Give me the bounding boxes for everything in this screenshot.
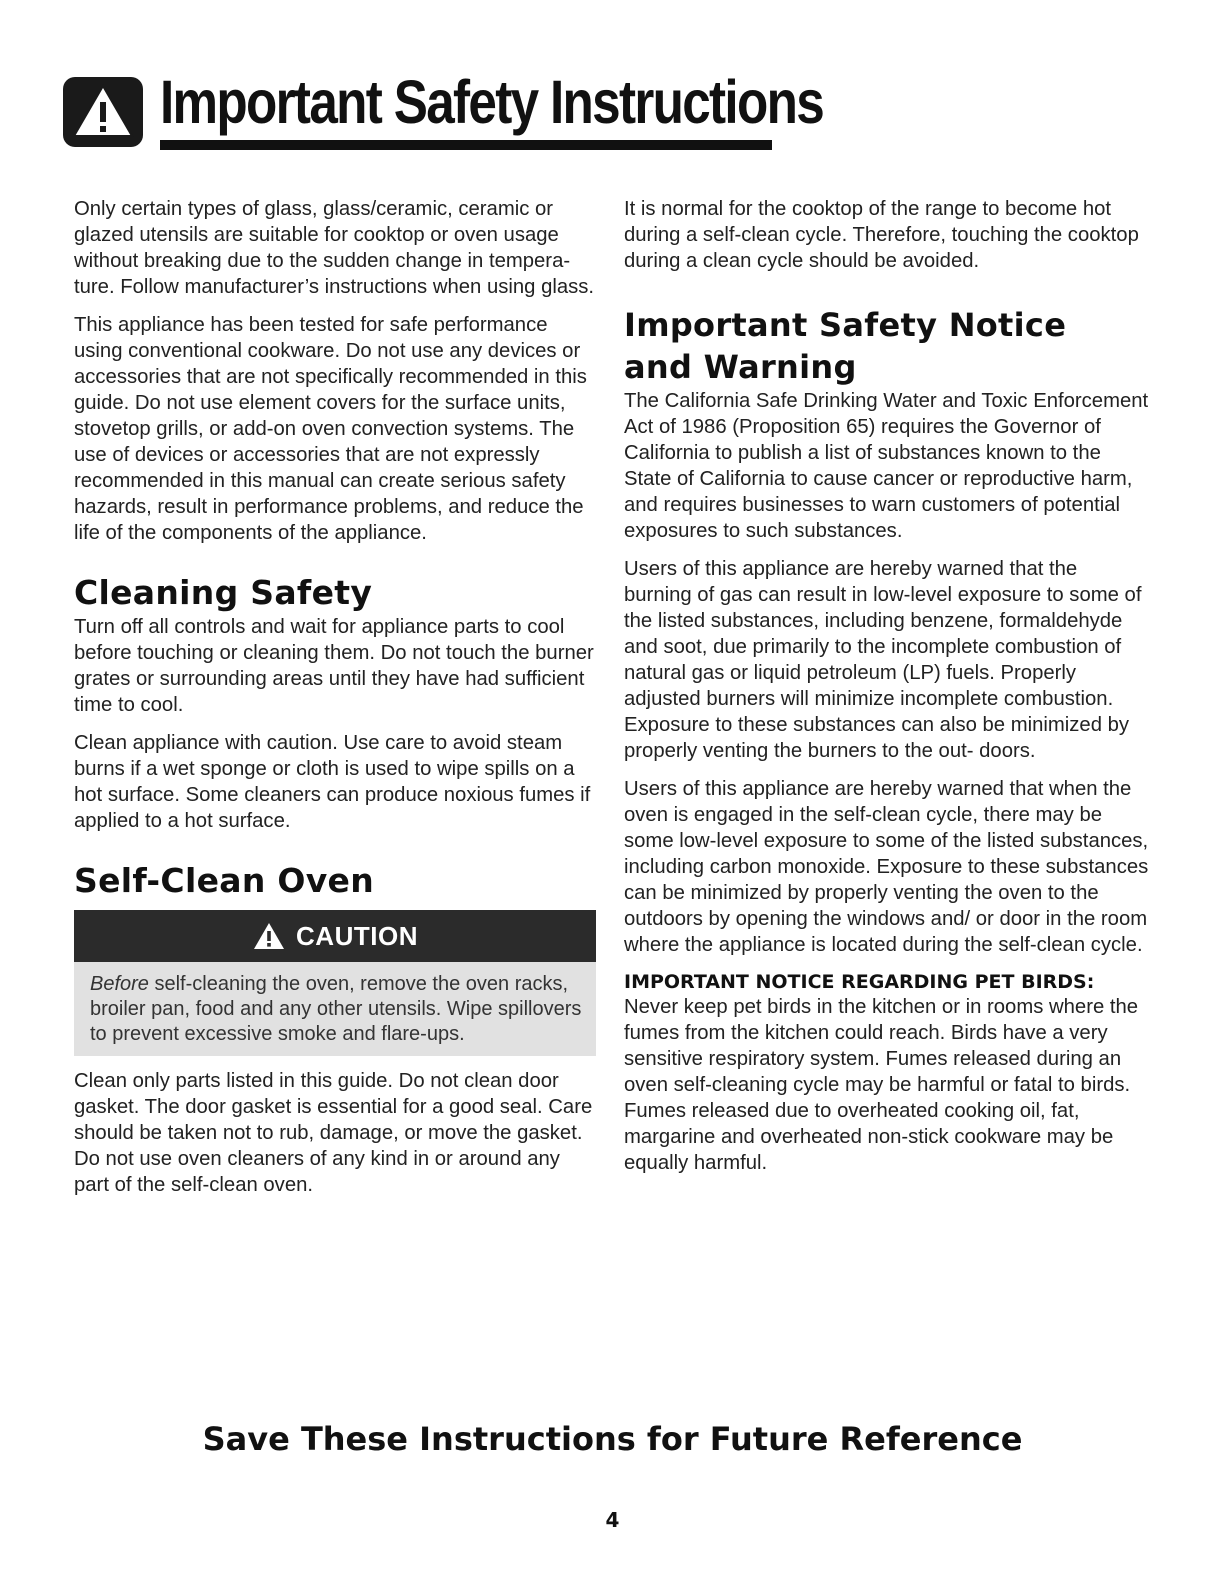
safety-notice-heading-line2: and Warning (624, 348, 857, 386)
cleaning-safety-heading: Cleaning Safety (74, 573, 373, 612)
caution-triangle-icon (252, 921, 286, 951)
cooktop-hot-paragraph: It is normal for the cooktop of the range to become hot during a self-clean cycle. Therefore, touching the cooktop during a clean cycle should be avoided. (624, 198, 1139, 272)
gas-burning-warning-paragraph: Users of this appliance are hereby warned that the burning of gas can result in low-level exposure to some of the listed substances, including benzene, formaldehyde and soot, due primarily to the incomplete combustion of natural gas or liquid petroleum (LP) fuels. Properly adjusted burners will minimize incomplete combustion. Exposure to these substances can also be minimized by properly venting the burners to the out- doors. (624, 558, 1142, 762)
proposition-65-paragraph: The California Safe Drinking Water and Toxic Enforcement Act of 1986 (Proposition 65) requires the Governor of California to publish a list of substances known to the State of California to cause cancer or reproductive harm, and requires businesses to warn customers of potential exposures to such substances. (624, 390, 1149, 542)
page-number: 4 (605, 1508, 620, 1532)
safety-notice-heading-line1: Important Safety Notice (624, 306, 1067, 344)
glass-utensils-paragraph: Only certain types of glass, glass/ceramic, ceramic or glazed utensils are suitable for cooktop or oven usage without breaking due to the sudden change in tempera- ture. Follow manufacturer’s instructions when using glass. (74, 198, 595, 298)
self-clean-oven-heading: Self-Clean Oven (74, 861, 375, 900)
caution-body-text: self-cleaning the oven, remove the oven racks, broiler pan, food and any other utensils. Wipe spillovers to prevent excessive smoke and flare-ups. (90, 973, 582, 1045)
save-instructions-footer: Save These Instructions for Future Reference (202, 1420, 1023, 1458)
warning-triangle-icon (62, 76, 144, 148)
door-gasket-paragraph: Clean only parts listed in this guide. Do not clean door gasket. The door gasket is essential for a good seal. Care should be taken not to rub, damage, or move the gasket. Do not use oven cleaners of any kind in or around any part of the self-clean oven. (74, 1070, 593, 1196)
cool-parts-paragraph: Turn off all controls and wait for appliance parts to cool before touching or cleaning them. Do not touch the burner grates or surrounding areas until they have had sufficient time to cool. (74, 616, 594, 716)
title-underline (160, 140, 772, 150)
left-column (74, 196, 599, 1210)
safety-notice-heading (624, 304, 1149, 388)
caution-lead-word: Before (90, 973, 149, 995)
pet-birds-heading: IMPORTANT NOTICE REGARDING PET BIRDS: (624, 971, 1095, 993)
page-header (62, 64, 824, 156)
pet-birds-paragraph: Never keep pet birds in the kitchen or in rooms where the fumes from the kitchen could reach. Birds have a very sensitive respiratory system. Fumes released during an oven self-cleaning cycle may be harmful or fatal to birds. Fumes released due to overheated cooking oil, fat, margarine and overheated non-stick cookware may be equally harmful. (624, 996, 1139, 1174)
page-title: Important Safety Instructions (160, 68, 824, 136)
caution-text (74, 962, 596, 1056)
tested-cookware-paragraph: This appliance has been tested for safe performance using conventional cookware. Do not use any devices or accessories that are not specifically recommended in this guide. Do not use element covers for the surface units, stovetop grills, or add-on oven convection systems. The use of devices or accessories that are not expressly recommended in this manual can create serious safety hazards, result in performance problems, and reduce the life of the components of the appliance. (74, 314, 587, 544)
right-column (624, 196, 1149, 1188)
self-clean-exposure-paragraph: Users of this appliance are hereby warned that when the oven is engaged in the self-clean cycle, there may be some low-level exposure to some of the listed substances, including carbon monoxide. Exposure to these substances can be minimized by properly venting the oven to the outdoors by opening the windows and/ or door in the room where the appliance is located during the self-clean cycle. (624, 778, 1149, 956)
caution-box (74, 910, 596, 1056)
caution-header (74, 910, 596, 962)
caution-label: CAUTION (296, 920, 418, 951)
clean-caution-paragraph: Clean appliance with caution. Use care to avoid steam burns if a wet sponge or cloth is used to wipe spills on a hot surface. Some cleaners can produce noxious fumes if applied to a hot surface. (74, 732, 591, 832)
